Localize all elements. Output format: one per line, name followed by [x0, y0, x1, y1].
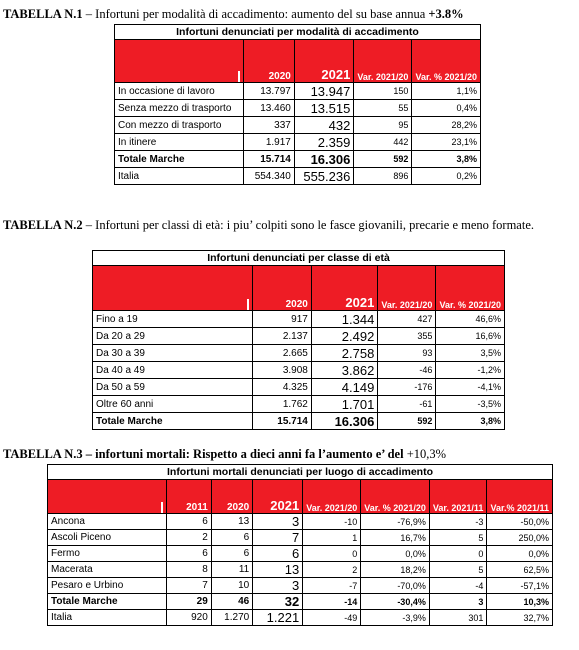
table2-heading-text: – Infortuni per classi di età: i piu’ colpiti sono le fasce giovanili, precarie e meno formate.	[82, 218, 535, 232]
cell-v2021: 1.701	[311, 396, 377, 413]
table1-header-varp: Var. % 2021/20	[412, 40, 481, 83]
table-row	[115, 151, 481, 168]
cell-label: Fino a 19	[93, 311, 253, 328]
table-row	[93, 362, 505, 379]
cell-label: Totale Marche	[48, 594, 167, 610]
table1-heading	[3, 6, 464, 23]
cell-label: Da 30 a 39	[93, 345, 253, 362]
table-row	[48, 594, 553, 610]
cell-label: Senza mezzo di trasporto	[115, 100, 244, 117]
cell-v2020: 1.917	[244, 134, 295, 151]
cell-v2011: 7	[166, 578, 211, 594]
table1	[114, 24, 481, 185]
table1-caption: Infortuni denunciati per modalità di accadimento	[115, 25, 481, 40]
table3-header-var: Var. 2021/20	[303, 480, 361, 514]
table3-header-varp11: Var.% 2021/11	[487, 480, 553, 514]
cell-var: 0	[303, 546, 361, 562]
cell-varp11: 32,7%	[487, 610, 553, 626]
cell-var11: 3	[429, 594, 487, 610]
cell-var: 592	[378, 413, 436, 430]
cell-label: Oltre 60 anni	[93, 396, 253, 413]
cell-var: 93	[378, 345, 436, 362]
cell-varp: 16,7%	[361, 530, 430, 546]
cell-var: 2	[303, 562, 361, 578]
cell-varp: 23,1%	[412, 134, 481, 151]
cell-varp: 3,8%	[436, 413, 505, 430]
table2-header-varp: Var. % 2021/20	[436, 266, 505, 311]
cell-var: -14	[303, 594, 361, 610]
table2-caption: Infortuni denunciati per classe di età	[93, 251, 505, 266]
cell-v2020: 3.908	[252, 362, 311, 379]
cell-var11: 5	[429, 530, 487, 546]
cell-var11: 0	[429, 546, 487, 562]
cell-var: -61	[378, 396, 436, 413]
table1-header-2021: 2021	[294, 40, 354, 83]
table3-header-varp: Var. % 2021/20	[361, 480, 430, 514]
cell-varp: 18,2%	[361, 562, 430, 578]
header-marker-icon	[238, 71, 240, 82]
header-marker-icon	[247, 299, 249, 310]
cell-v2021: 6	[253, 546, 303, 562]
cell-v2011: 6	[166, 546, 211, 562]
table-row	[93, 328, 505, 345]
table3-heading	[3, 446, 446, 463]
cell-v2011: 29	[166, 594, 211, 610]
cell-varp: 28,2%	[412, 117, 481, 134]
table2	[92, 250, 505, 430]
cell-var11: 5	[429, 562, 487, 578]
table-row	[48, 562, 553, 578]
cell-varp11: -57,1%	[487, 578, 553, 594]
table-row	[93, 379, 505, 396]
cell-label: Totale Marche	[115, 151, 244, 168]
table1-header-label	[115, 40, 244, 83]
cell-var: 896	[354, 168, 412, 185]
cell-label: Fermo	[48, 546, 167, 562]
cell-v2021: 32	[253, 594, 303, 610]
cell-varp: 46,6%	[436, 311, 505, 328]
cell-varp: 0,0%	[361, 546, 430, 562]
table-row	[115, 168, 481, 185]
cell-var: 427	[378, 311, 436, 328]
cell-label: Ascoli Piceno	[48, 530, 167, 546]
cell-v2021: 432	[294, 117, 354, 134]
cell-v2020: 15.714	[252, 413, 311, 430]
cell-v2020: 6	[211, 546, 252, 562]
table-row	[115, 100, 481, 117]
table2-header-var: Var. 2021/20	[378, 266, 436, 311]
cell-var: 55	[354, 100, 412, 117]
table2-header-2021: 2021	[311, 266, 377, 311]
cell-label: Ancona	[48, 514, 167, 530]
cell-v2020: 2.137	[252, 328, 311, 345]
cell-v2021: 2.492	[311, 328, 377, 345]
cell-var: 1	[303, 530, 361, 546]
cell-v2020: 10	[211, 578, 252, 594]
cell-v2021: 4.149	[311, 379, 377, 396]
cell-var11: -4	[429, 578, 487, 594]
cell-v2021: 16.306	[311, 413, 377, 430]
table3-heading-title: TABELLA N.3 – infortuni mortali: Rispetto a dieci anni fa l’aumento e’ del	[3, 447, 404, 461]
cell-v2011: 8	[166, 562, 211, 578]
cell-v2020: 1.270	[211, 610, 252, 626]
cell-v2021: 2.359	[294, 134, 354, 151]
table-row	[48, 546, 553, 562]
cell-v2020: 917	[252, 311, 311, 328]
table3-caption: Infortuni mortali denunciati per luogo di accadimento	[48, 465, 553, 480]
cell-varp: -4,1%	[436, 379, 505, 396]
cell-varp: 1,1%	[412, 83, 481, 100]
cell-v2020: 337	[244, 117, 295, 134]
table-row	[93, 396, 505, 413]
cell-varp11: -50,0%	[487, 514, 553, 530]
cell-varp: 0,4%	[412, 100, 481, 117]
cell-var: 592	[354, 151, 412, 168]
cell-v2021: 3	[253, 578, 303, 594]
cell-label: Macerata	[48, 562, 167, 578]
cell-label: Da 20 a 29	[93, 328, 253, 345]
cell-varp: 0,2%	[412, 168, 481, 185]
cell-v2020: 4.325	[252, 379, 311, 396]
cell-label: Totale Marche	[93, 413, 253, 430]
cell-v2021: 1.344	[311, 311, 377, 328]
cell-varp: -3,9%	[361, 610, 430, 626]
table3-heading-end: +10,3%	[403, 447, 447, 461]
table-row	[48, 610, 553, 626]
table2-header-label	[93, 266, 253, 311]
cell-varp11: 10,3%	[487, 594, 553, 610]
table3	[47, 464, 553, 626]
cell-v2020: 1.762	[252, 396, 311, 413]
table-row	[93, 345, 505, 362]
cell-v2021: 2.758	[311, 345, 377, 362]
cell-v2021: 7	[253, 530, 303, 546]
cell-var: -176	[378, 379, 436, 396]
cell-v2020: 554.340	[244, 168, 295, 185]
cell-varp: 3,5%	[436, 345, 505, 362]
cell-varp11: 62,5%	[487, 562, 553, 578]
cell-var: 95	[354, 117, 412, 134]
table3-header-label	[48, 480, 167, 514]
table2-header-2020: 2020	[252, 266, 311, 311]
cell-label: Pesaro e Urbino	[48, 578, 167, 594]
table-row	[93, 413, 505, 430]
table3-header-var11: Var. 2021/11	[429, 480, 487, 514]
table2-heading-title: TABELLA N.2	[3, 218, 83, 232]
cell-var: 355	[378, 328, 436, 345]
cell-v2020: 13	[211, 514, 252, 530]
cell-varp: -1,2%	[436, 362, 505, 379]
cell-label: Italia	[115, 168, 244, 185]
cell-v2021: 1.221	[253, 610, 303, 626]
cell-v2021: 13.515	[294, 100, 354, 117]
cell-v2021: 3.862	[311, 362, 377, 379]
table-row	[48, 514, 553, 530]
cell-var: 150	[354, 83, 412, 100]
cell-v2011: 6	[166, 514, 211, 530]
cell-label: Da 50 a 59	[93, 379, 253, 396]
table3-header-2021: 2021	[253, 480, 303, 514]
cell-var: -46	[378, 362, 436, 379]
cell-label: In occasione di lavoro	[115, 83, 244, 100]
cell-varp: -76,9%	[361, 514, 430, 530]
cell-varp11: 0,0%	[487, 546, 553, 562]
cell-v2021: 13.947	[294, 83, 354, 100]
cell-label: In itinere	[115, 134, 244, 151]
cell-var: -49	[303, 610, 361, 626]
cell-var: -10	[303, 514, 361, 530]
cell-label: Italia	[48, 610, 167, 626]
table-row	[115, 83, 481, 100]
table3-header-2011: 2011	[166, 480, 211, 514]
table3-header-2020: 2020	[211, 480, 252, 514]
cell-v2020: 13.460	[244, 100, 295, 117]
cell-varp: -70,0%	[361, 578, 430, 594]
cell-varp: -30,4%	[361, 594, 430, 610]
table1-header-2020: 2020	[244, 40, 295, 83]
cell-var11: -3	[429, 514, 487, 530]
cell-varp: 16,6%	[436, 328, 505, 345]
cell-v2021: 13	[253, 562, 303, 578]
table-row	[48, 578, 553, 594]
cell-v2020: 11	[211, 562, 252, 578]
cell-v2021: 3	[253, 514, 303, 530]
table-row	[93, 311, 505, 328]
cell-v2011: 920	[166, 610, 211, 626]
cell-v2020: 15.714	[244, 151, 295, 168]
cell-v2021: 16.306	[294, 151, 354, 168]
table1-heading-highlight: +3.8%	[428, 7, 464, 21]
table2-heading	[3, 217, 573, 234]
cell-varp: 3,8%	[412, 151, 481, 168]
cell-varp11: 250,0%	[487, 530, 553, 546]
cell-v2020: 2.665	[252, 345, 311, 362]
cell-v2020: 6	[211, 530, 252, 546]
cell-var: -7	[303, 578, 361, 594]
table-row	[115, 134, 481, 151]
cell-label: Da 40 a 49	[93, 362, 253, 379]
table1-heading-title: TABELLA N.1	[3, 7, 83, 21]
cell-var: 442	[354, 134, 412, 151]
table1-heading-text: – Infortuni per modalità di accadimento: aumento del su base annua	[82, 7, 429, 21]
table1-header-var: Var. 2021/20	[354, 40, 412, 83]
table-row	[115, 117, 481, 134]
cell-label: Con mezzo di trasporto	[115, 117, 244, 134]
cell-v2011: 2	[166, 530, 211, 546]
header-marker-icon	[161, 502, 163, 513]
cell-varp: -3,5%	[436, 396, 505, 413]
table-row	[48, 530, 553, 546]
cell-v2020: 13.797	[244, 83, 295, 100]
cell-v2021: 555.236	[294, 168, 354, 185]
cell-v2020: 46	[211, 594, 252, 610]
cell-var11: 301	[429, 610, 487, 626]
